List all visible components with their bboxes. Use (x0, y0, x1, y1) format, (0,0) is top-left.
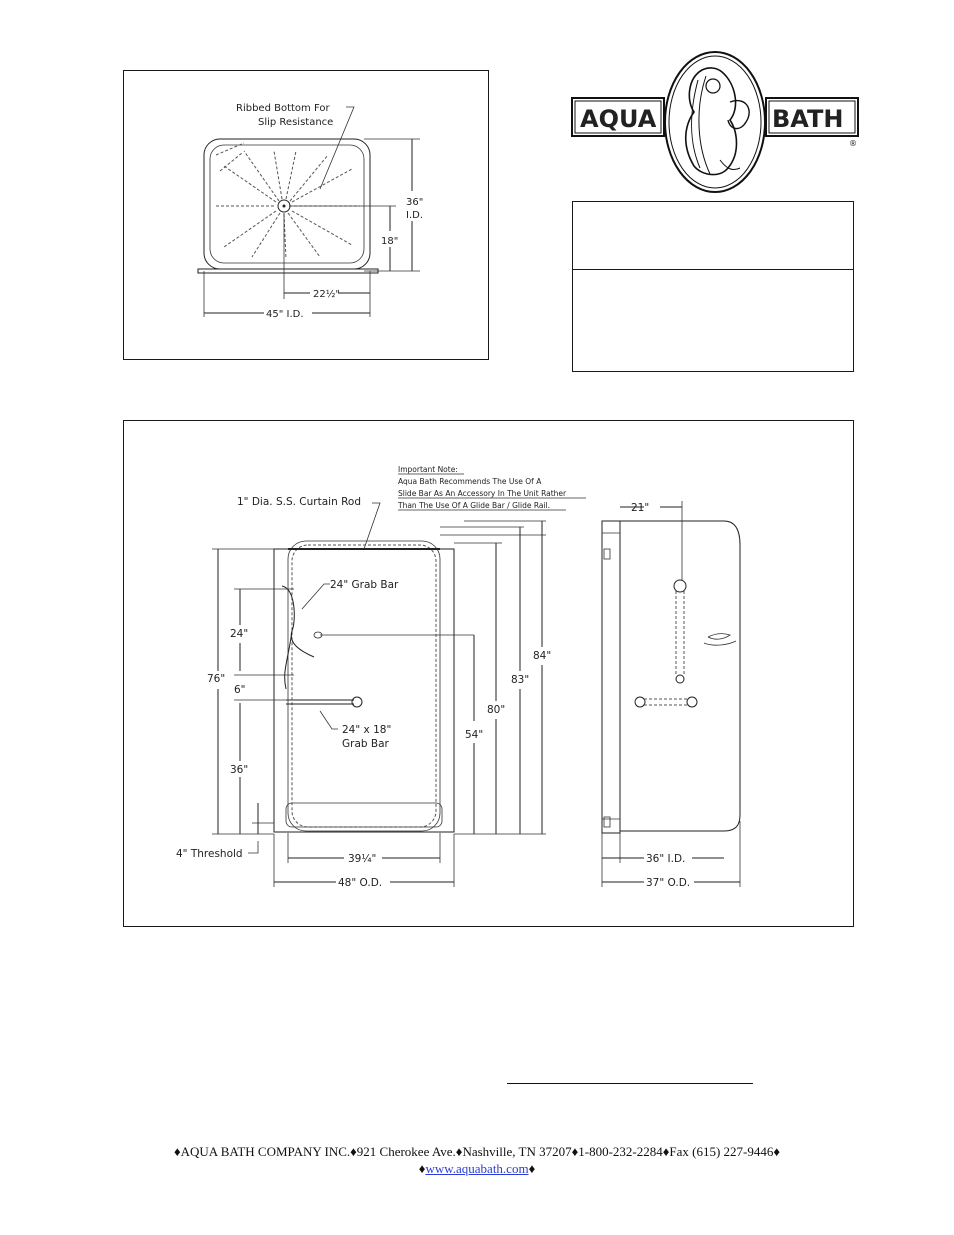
elevation-view-frame (123, 420, 854, 927)
dim-depth-sub: I.D. (406, 210, 424, 221)
grab-bar-24x18-line2: Grab Bar (342, 738, 389, 750)
dim-76: 76" (207, 673, 226, 685)
grab-bar-24-label: 24" Grab Bar (330, 579, 399, 591)
title-block (572, 201, 854, 372)
threshold-label: 4" Threshold (176, 848, 243, 860)
dim-21: 21" (631, 502, 650, 514)
logo-left-word: AQUA (580, 105, 657, 133)
footer-website-line (0, 1161, 954, 1177)
dim-drain-width: 22½" (313, 289, 341, 300)
dim-80: 80" (487, 704, 506, 716)
plan-view-frame (123, 70, 489, 360)
dim-width: 45" I.D. (266, 309, 304, 320)
dim-83: 83" (511, 674, 530, 686)
dim-84: 84" (533, 650, 552, 662)
logo-drawing (570, 50, 860, 195)
footer-address: ♦AQUA BATH COMPANY INC.♦921 Cherokee Ave.♦Nashville, TN 37207♦1-800-232-2284♦Fax (615) 227-9446♦ (174, 1144, 780, 1159)
plan-view-drawing (124, 71, 490, 361)
dim-36-left: 36" (230, 764, 249, 776)
dim-36id: 36" I.D. (646, 853, 686, 865)
important-note-line2: Slide Bar As An Accessory In The Unit Rather (398, 489, 567, 498)
footer-bullet-left: ♦ (418, 1161, 426, 1176)
registered-mark: ® (849, 139, 857, 148)
note-ribbed-line2: Slip Resistance (258, 117, 334, 128)
aqua-bath-logo (570, 50, 860, 195)
dim-depth: 36" (406, 197, 424, 208)
dim-54: 54" (465, 729, 484, 741)
website-link[interactable]: www.aquabath.com (425, 1161, 529, 1176)
signature-line (507, 1083, 753, 1084)
side-unit-outline (620, 521, 740, 831)
logo-right-word: BATH (772, 105, 844, 133)
dim-6: 6" (234, 684, 246, 696)
curtain-rod-label: 1" Dia. S.S. Curtain Rod (237, 496, 361, 508)
dim-48: 48" O.D. (338, 877, 383, 889)
elevation-drawing (124, 421, 855, 928)
note-ribbed-line1: Ribbed Bottom For (236, 103, 330, 114)
important-note-title: Important Note: (398, 465, 458, 474)
front-unit-outline (274, 549, 454, 832)
important-note-line3: Than The Use Of A Glide Bar / Glide Rail. (398, 501, 551, 510)
dim-24: 24" (230, 628, 249, 640)
footer-bullet-right: ♦ (528, 1161, 536, 1176)
title-block-divider (573, 269, 853, 270)
dim-39: 39¼" (348, 853, 377, 865)
dim-37od: 37" O.D. (646, 877, 691, 889)
important-note-line1: Aqua Bath Recommends The Use Of A (398, 477, 542, 486)
dim-drain-depth: 18" (381, 236, 399, 247)
grab-bar-24x18-line1: 24" x 18" (342, 724, 392, 736)
